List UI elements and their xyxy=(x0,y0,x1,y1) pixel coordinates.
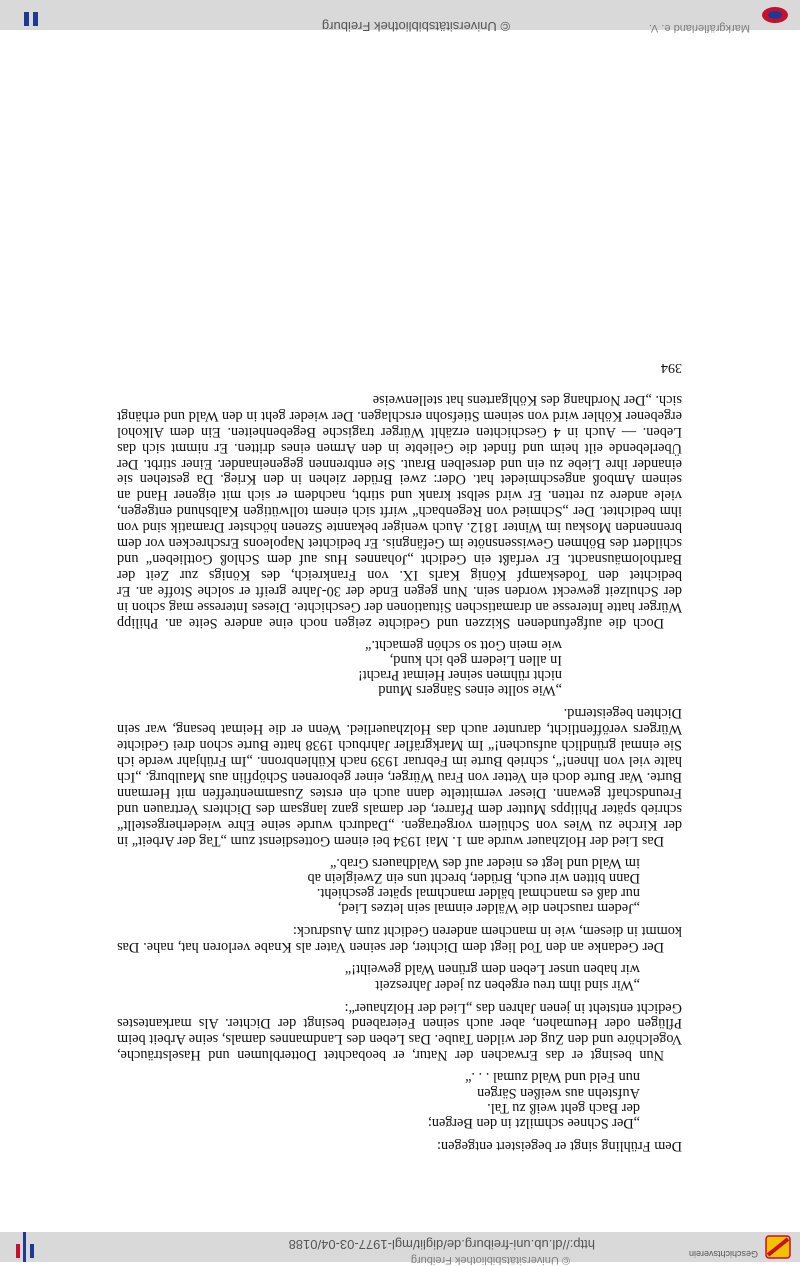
footer-library-icon[interactable] xyxy=(20,6,40,26)
paragraph: Der Gedanke an den Tod liegt dem Dichter, der seinen Vater als Knabe verloren hat, nahe. Das kommt in diesem, wie in manchem anderen Gedicht zum Ausdruck: xyxy=(117,923,682,956)
page-number: 394 xyxy=(661,360,682,376)
document-body xyxy=(117,359,682,1153)
verse-line: „Jedem rauschen die Wälder einmal sein letzes Lied, xyxy=(337,900,640,917)
header-bar xyxy=(0,1232,800,1266)
verse-heimat xyxy=(117,637,562,698)
logo-text: Geschichtsverein xyxy=(688,1249,758,1259)
paragraph: Das Lied der Holzhauer wurde am 1. Mai 1934 bei einem Gottesdienst zum „Tag der Arbeit“ in der Kirche zu Wies von Schülern vorgetragen. „Dadurch wurde seine Ehre wiederhergestellt“ schrieb später Philipps Mutter dem Pfarrer, der damals ganz langsam des Dichters Vertrauen und Freundschaft gewann. Dieser vermittelte dann auch ein erstes Zusammentreffen mit Hermann Burte. War Burte doch ein Vetter von Frau Würger, einer geborenen Schöpflin aus Maulburg. „Ich halte viel von Ihnen!“, schrieb Burte im Februar 1939 nach Kühlenbronn. „Im Frühjahr werde ich Sie einmal gründlich aufsuchen!“ Im Markgräfler Jahrbuch 1938 hatte Burte schon drei Gedichte Würgers veröffentlicht, darunter auch das Holzhauerlied. Wenn er die Heimat besang, war sein Dichten begeisternd. xyxy=(117,705,682,849)
verse-line: der Bach geht weiß zu Tal. xyxy=(487,1099,640,1116)
verse-line: im Wald und legt es nieder auf des Waldhauers Grab.“ xyxy=(329,854,640,871)
paragraph: Nun besingt er das Erwachen der Natur, er beobachtet Dotterblumen und Haselsträuche, Vogelchöre und den Zug der wilden Taube. Das Leben des Landmannes damals, seine Arbeit beim Pflügen oder Heumahen, aber auch seinen Feierabend besingt der Dichter. Als markantestes Gedicht entsteht in jenen Jahren das „Lied der Holzhauer“: xyxy=(117,999,682,1064)
paragraph: Doch die aufgefundenen Skizzen und Gedichte zeigen noch eine andere Seite an. Philipp Würger hatte Interesse an dramatischen Situationen der Geschichte. Dieses Interesse mag schon in der Schulzeit geweckt worden sein. Nun gegen Ende der 30-Jahre greift er solche Stoffe an. Er bedichtet den Todeskampf König Karls IX. von Frankreich, des Königs zur Zeit der Bartholomäusnacht. Er verfaßt ein Gedicht „Johannes Hus auf dem Schloß Gottlieben“ und schildert des Böhmen Gewissensnöte im Gefängnis. Er bedichtet Napoleons Erschrecken vor dem brennenden Moskau im Winter 1812. Auch weniger bekannte Szenen höchster Dramatik sind von ihm bedichtet. Der „Schmied von Regenbach“ wirft sich einem tollwütigen Kalbshund entgegen, viele andere zu retten. Er wird selbst krank und stirbt, nachdem er sich mit eigener Hand an seinem Amboß angeschmiedet hat. Oder: zwei Brüder ziehen in den Krieg. Da gestehen sie einander ihre Liebe zu ein und derselben Braut. Sie entbrennen gegeneinander. Einer stirbt. Der Überlebende eilt heim und findet die Geliebte in den Armen eines dritten. Er nimmt sich das Leben. — Auch in 4 Geschichten erzählt Würger tragische Begebenheiten. Ein dem Alkohol ergebener Köhler wird von seinem Stiefsohn erschlagen. Der wieder geht in den Wald und erhängt sich. „Der Nordhang des Köhlgartens hat stellenweise xyxy=(117,391,682,631)
header-copyright: © Universitätsbibliothek Freiburg xyxy=(410,1254,570,1266)
verse-line: wie mein Gott so schön gemacht.“ xyxy=(365,636,562,653)
verse-line: nun Feld und Wald zumal . . .“ xyxy=(465,1069,640,1086)
verse-spring xyxy=(117,1069,640,1130)
verse-line: Aufstehn aus weißen Särgen xyxy=(477,1084,640,1101)
verse-line: „Wie sollte eines Sängers Mund xyxy=(378,682,562,699)
verse-line: nicht rühmen seiner Heimat Pracht! xyxy=(357,667,562,684)
verse-line: „Wir sind ihm treu ergeben zu jeder Jahreszeit xyxy=(375,976,640,993)
verse-line: „Der Schnee schmilzt in den Bergen; xyxy=(427,1115,640,1132)
verse-death xyxy=(117,855,640,916)
footer-bar xyxy=(0,0,800,34)
header-url-link[interactable]: http://dl.ub.uni-freiburg.de/diglit/mgl-1977-03-04/0188 xyxy=(288,1237,595,1252)
verse-line: In allen Liedern geb ich kund, xyxy=(389,652,562,669)
coat-of-arms-logo-icon[interactable] xyxy=(764,1235,792,1259)
footer-logo-icon[interactable] xyxy=(760,4,790,26)
intro-line: Dem Frühling singt er begeistert entgegen: xyxy=(437,1138,682,1154)
verse-holzhauer xyxy=(117,961,640,991)
header-library-icon[interactable] xyxy=(10,1232,40,1262)
footer-right-text: Markgräflerland e. V. xyxy=(648,22,750,34)
footer-copyright: © Universitätsbibliothek Freiburg xyxy=(321,19,510,34)
verse-line: nur daß es manchmal bälder manchmal später geschieht. xyxy=(316,885,640,902)
verse-line: wir haben unser Leben dem grünen Wald geweiht!“ xyxy=(344,961,640,978)
verse-line: Dann bitten wir euch, Brüder, brecht uns ein Zweiglein ab xyxy=(307,870,640,887)
